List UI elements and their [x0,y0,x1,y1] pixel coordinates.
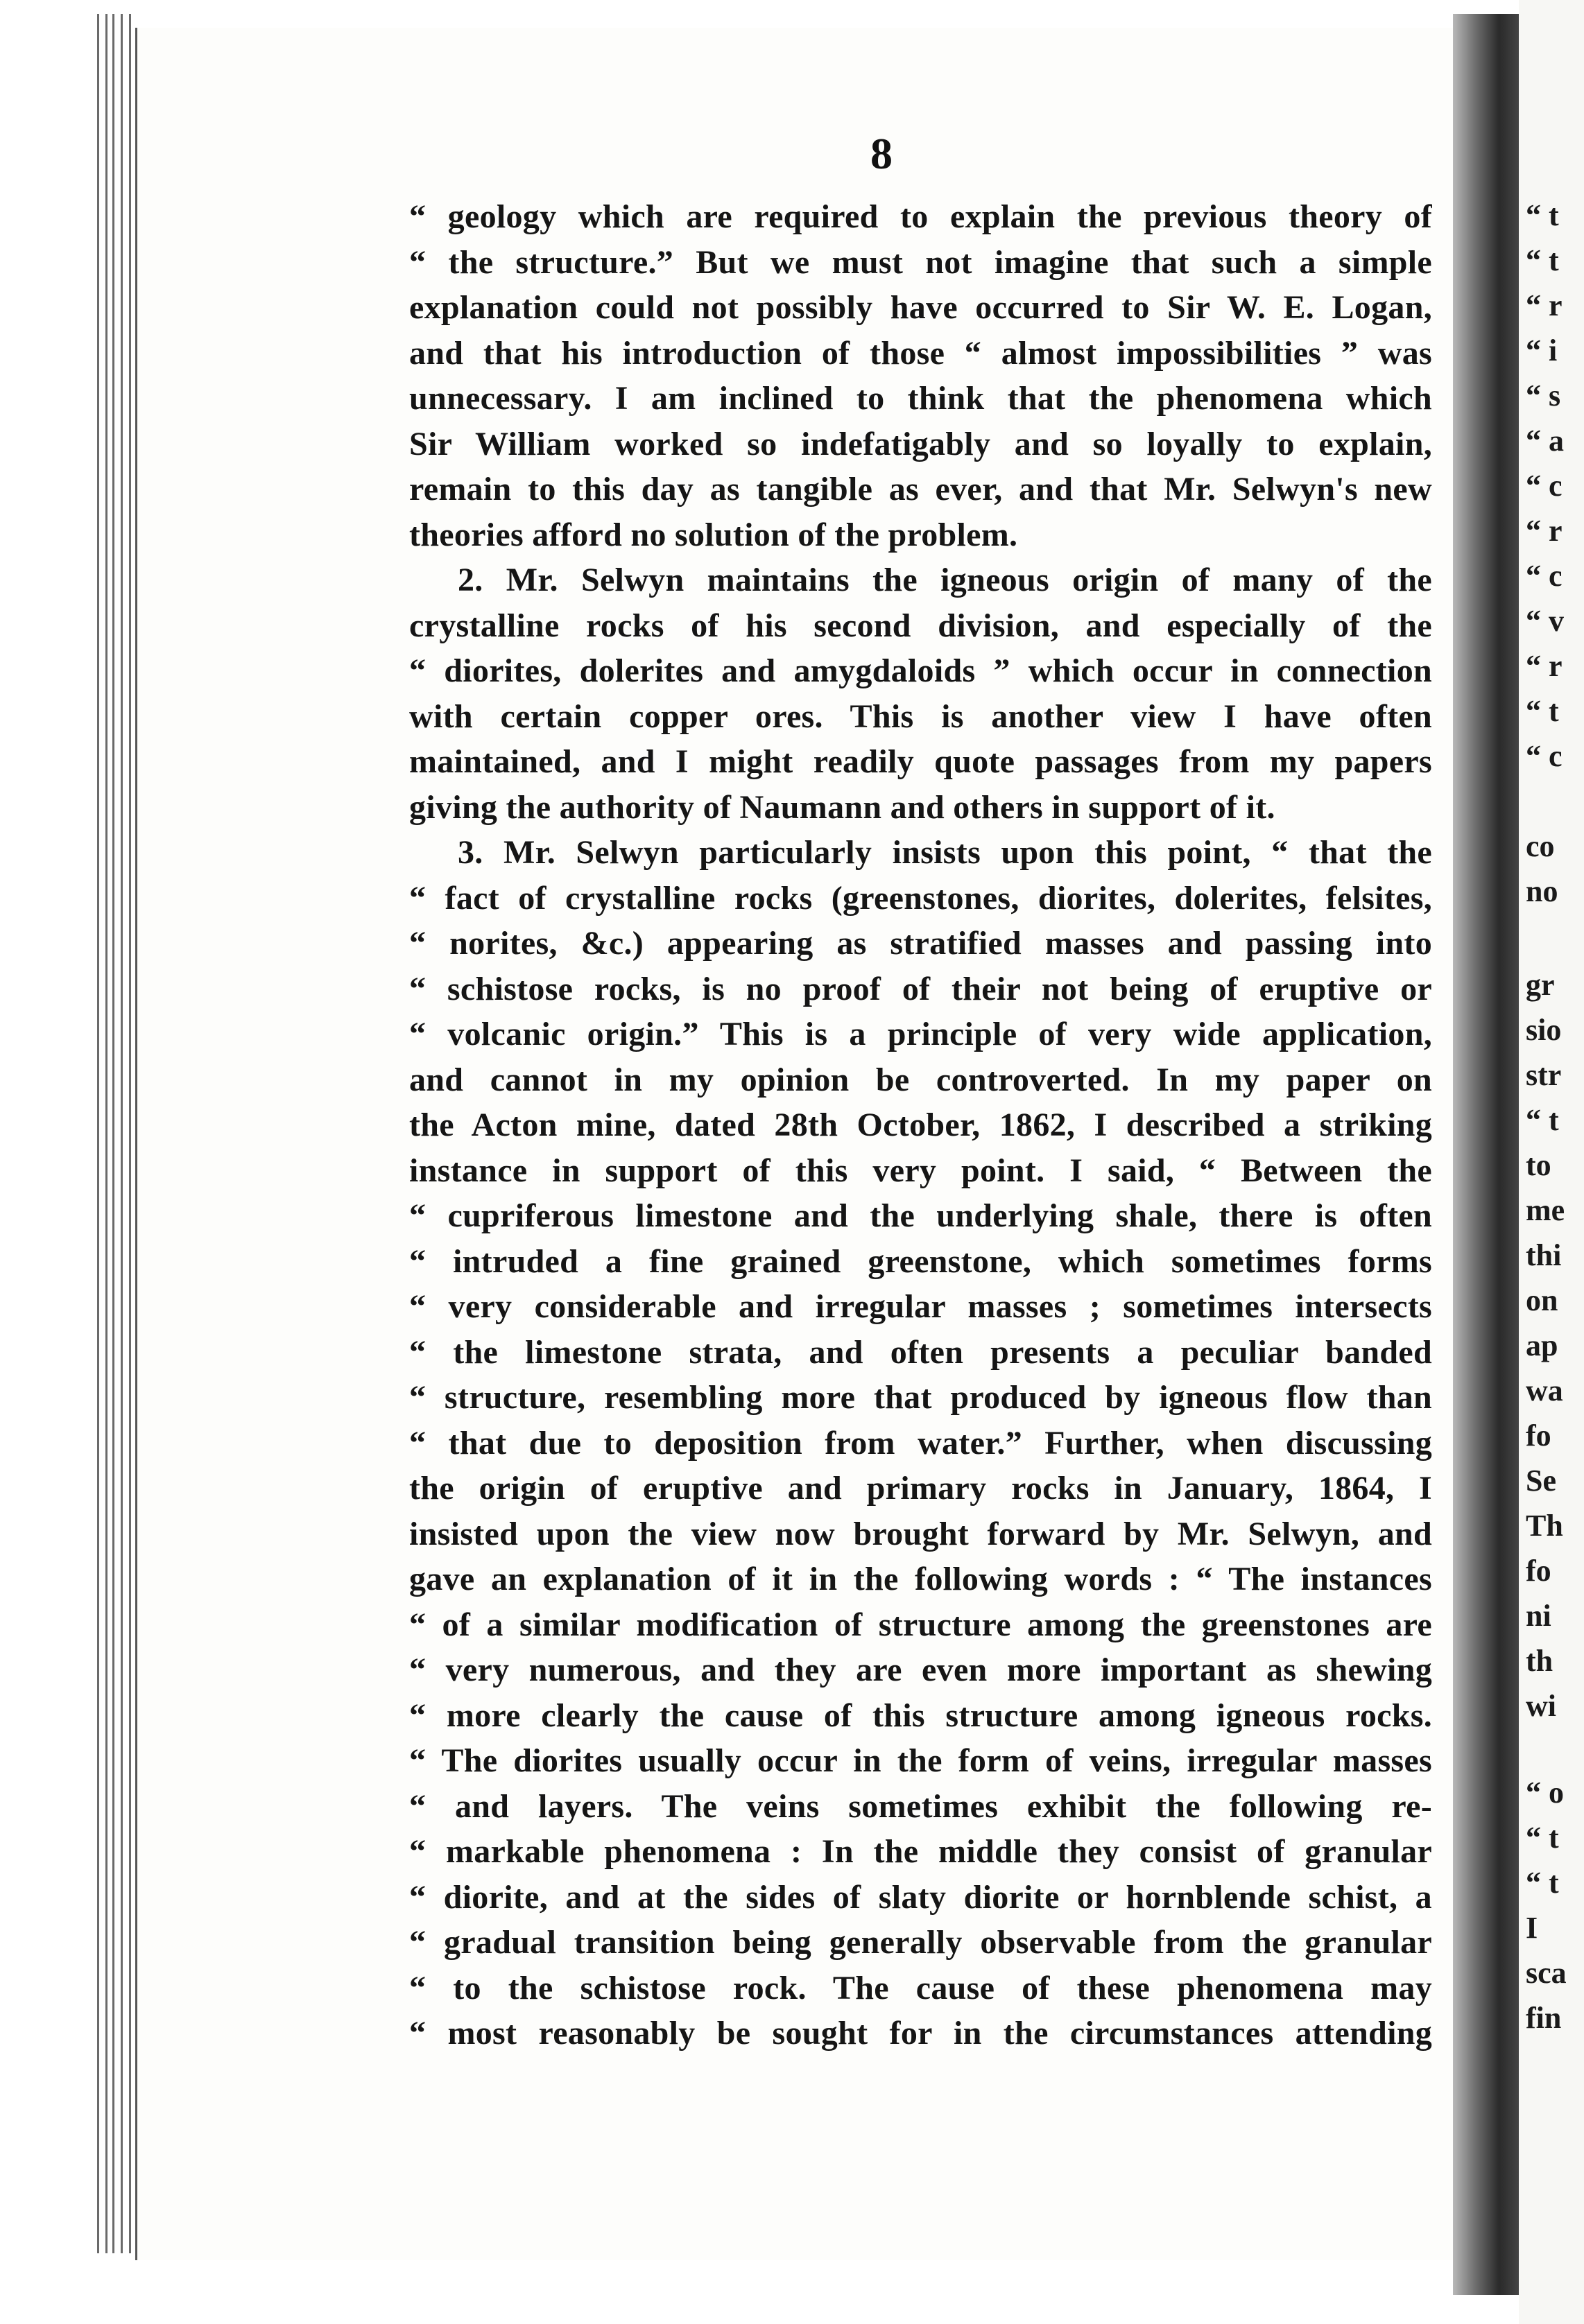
text-line: “ intruded a fine grained greenstone, which sometimes forms [409,1242,1432,1280]
facing-text-fragment: “ t [1526,198,1559,232]
text-line: gave an explanation of it in the following words : “ The instances [409,1561,1432,1597]
facing-text-fragment: sio [1526,1013,1562,1047]
text-line: “ very numerous, and they are even more important as shewing [409,1651,1432,1688]
facing-text-fragment: “ i [1526,333,1558,367]
text-line: “ diorites, dolerites and amygdaloids ” which occur in connection [409,652,1432,689]
text-line: “ structure, resembling more that produced by igneous flow than [409,1379,1432,1416]
text-line: instance in support of this very point. I said, “ Between the [409,1152,1432,1189]
text-line: “ schistose rocks, is no proof of their not being of eruptive or [409,970,1432,1007]
text-line: “ fact of crystalline rocks (greenstones, diorites, dolerites, felsites, [409,879,1432,917]
text-line: Sir William worked so indefatigably and so loyally to explain, [409,425,1432,462]
facing-text-fragment: “ c [1526,469,1563,503]
facing-text-fragment: thi [1526,1238,1562,1272]
text-line: “ and layers. The veins sometimes exhibit the following re- [409,1787,1432,1825]
facing-text-fragment: no [1526,874,1558,908]
text-line: “ markable phenomena : In the middle they consist of granular [409,1833,1432,1870]
facing-text-fragment: str [1526,1058,1562,1092]
facing-text-fragment: “ o [1526,1776,1564,1810]
facing-text-fragment: “ a [1526,424,1564,458]
facing-text-fragment: fo [1526,1419,1551,1452]
text-line: giving the authority of Naumann and others in support of it. [409,788,1275,826]
facing-text-fragment: me [1526,1193,1565,1227]
facing-text-fragment: “ t [1526,1103,1559,1137]
facing-text-fragment: ni [1526,1599,1551,1633]
facing-text-fragment: “ t [1526,1821,1559,1855]
text-line: insisted upon the view now brought forward by Mr. Selwyn, and [409,1515,1432,1552]
facing-text-fragment: “ t [1526,1866,1559,1900]
facing-text-fragment: ap [1526,1328,1558,1362]
facing-page-fragment [1519,0,1584,2324]
text-line: remain to this day as tangible as ever, and that Mr. Selwyn's new [409,471,1432,508]
text-line: the origin of eruptive and primary rocks in January, 1864, I [409,1470,1432,1507]
facing-text-fragment: co [1526,829,1555,863]
page-number: 8 [870,129,893,178]
facing-text-fragment: gr [1526,968,1555,1002]
text-line: theories afford no solution of the problem. [409,516,1018,553]
text-line: “ the limestone strata, and often presents a peculiar banded [409,1333,1432,1371]
text-line: “ cupriferous limestone and the underlying shale, there is often [409,1197,1432,1234]
facing-text-fragment: “ v [1526,604,1564,638]
facing-text-fragment: wi [1526,1689,1556,1723]
facing-text-fragment: Th [1526,1509,1563,1543]
text-line: “ gradual transition being generally observable from the granular [409,1924,1432,1961]
page-body-text [409,194,1432,2056]
text-line: “ more clearly the cause of this structure among igneous rocks. [409,1697,1432,1734]
facing-text-fragment: Se [1526,1464,1556,1498]
text-line: with certain copper ores. This is another view I have often [409,697,1432,735]
text-line: “ very considerable and irregular masses ; sometimes intersects [409,1288,1432,1325]
text-line: “ to the schistose rock. The cause of these phenomena may [409,1969,1432,2006]
text-line: “ the structure.” But we must not imagine that such a simple [409,243,1432,281]
facing-text-fragment: on [1526,1283,1558,1317]
facing-text-fragment: “ c [1526,739,1563,773]
facing-text-fragment: “ r [1526,649,1563,683]
facing-text-fragment: fo [1526,1554,1551,1588]
facing-text-fragment: “ r [1526,288,1563,322]
text-line: explanation could not possibly have occurred to Sir W. E. Logan, [409,289,1432,326]
text-line: “ norites, &c.) appearing as stratified masses and passing into [409,925,1432,962]
text-line: 3. Mr. Selwyn particularly insists upon this point, “ that the [458,834,1432,871]
facing-text-fragment: sca [1526,1956,1567,1990]
facing-text-fragment: I [1526,1911,1538,1945]
text-line: “ of a similar modification of structure among the greenstones are [409,1606,1432,1643]
facing-text-fragment: “ c [1526,559,1563,593]
facing-text-fragment: “ r [1526,514,1563,548]
facing-text-fragment: “ s [1526,379,1561,413]
text-line: “ The diorites usually occur in the form of veins, irregular masses [409,1742,1432,1779]
facing-text-fragment: “ t [1526,694,1559,728]
text-line: and cannot in my opinion be controverted. In my paper on [409,1061,1432,1098]
text-line: 2. Mr. Selwyn maintains the igneous origin of many of the [458,562,1432,598]
text-line: “ volcanic origin.” This is a principle of very wide application, [409,1016,1432,1052]
text-line: maintained, and I might readily quote passages from my papers [409,743,1432,780]
page-gutter-shadow [1453,14,1519,2295]
text-line: “ diorite, and at the sides of slaty diorite or hornblende schist, a [409,1878,1432,1916]
text-line: crystalline rocks of his second division, and especially of the [409,607,1432,644]
text-line: the Acton mine, dated 28th October, 1862, I described a striking [409,1107,1432,1143]
text-line: and that his introduction of those “ almost impossibilities ” was [409,334,1432,372]
text-line: “ geology which are required to explain the previous theory of [409,198,1432,235]
facing-text-fragment: th [1526,1644,1553,1678]
text-line: “ most reasonably be sought for in the circumstances attending [409,2015,1432,2052]
text-line: “ that due to deposition from water.” Further, when discussing [409,1424,1432,1462]
text-line: unnecessary. I am inclined to think that the phenomena which [409,380,1432,417]
facing-text-fragment: fin [1526,2001,1562,2035]
facing-text-fragment: wa [1526,1373,1563,1407]
facing-text-fragment: “ t [1526,243,1559,277]
facing-text-fragment: to [1526,1148,1551,1182]
